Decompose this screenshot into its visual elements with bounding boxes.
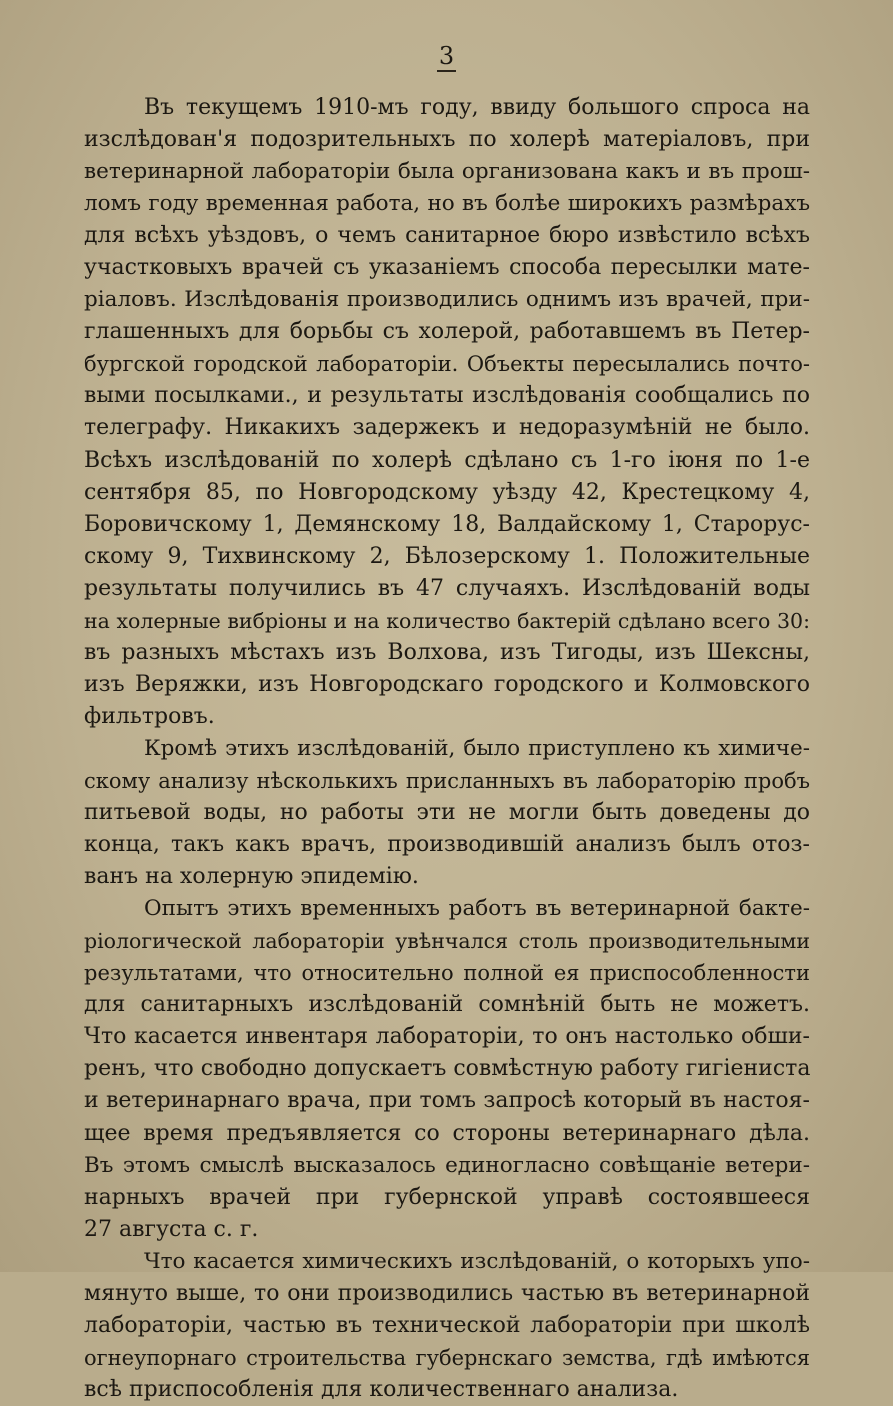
text-line: Опытъ этихъ временныхъ работъ въ ветеринарной бакте- bbox=[144, 896, 810, 922]
text-line: въ разныхъ мѣстахъ изъ Волхова, изъ Тигоды, изъ Шексны, bbox=[84, 639, 810, 665]
text-line: глашенныхъ для борьбы съ холерой, работавшемъ въ Петер- bbox=[84, 319, 810, 345]
text-line: 27 августа с. г. bbox=[84, 1216, 259, 1242]
text-line: Всѣхъ изслѣдованій по холерѣ сдѣлано съ 1-го іюня по 1-е bbox=[84, 447, 810, 473]
text-line: телеграфу. Никакихъ задержекъ и недоразумѣній не было. bbox=[84, 415, 810, 441]
text-line: изъ Веряжки, изъ Новгородскаго городского и Колмовского bbox=[84, 671, 810, 697]
text-line: фильтровъ. bbox=[84, 703, 215, 729]
text-line: огнеупорнаго строительства губернскаго земства, гдѣ имѣются bbox=[84, 1345, 810, 1370]
text-line: ріаловъ. Изслѣдованія производились однимъ изъ врачей, при- bbox=[84, 287, 810, 313]
paragraph bbox=[84, 1246, 810, 1406]
text-line: щее время предъявляется со стороны ветеринарнаго дѣла. bbox=[84, 1120, 810, 1146]
text-line: ріологической лабораторіи увѣнчался столь производительными bbox=[84, 929, 810, 954]
body-text bbox=[84, 92, 810, 1406]
text-line: для всѣхъ уѣздовъ, о чемъ санитарное бюро извѣстило всѣхъ bbox=[84, 223, 810, 249]
text-line: Въ текущемъ 1910-мъ году, ввиду большого спроса на bbox=[144, 95, 810, 120]
text-line: результатами, что относительно полной ея приспособленности bbox=[84, 961, 810, 986]
text-line: для санитарныхъ изслѣдованій сомнѣній быть не можетъ. bbox=[84, 992, 810, 1018]
text-line: всѣ приспособленія для количественнаго анализа. bbox=[84, 1376, 679, 1402]
text-line: Что касается химическихъ изслѣдованій, о которыхъ упо- bbox=[144, 1248, 810, 1274]
text-line: ломъ году временная работа, но въ болѣе широкихъ размѣрахъ bbox=[84, 191, 810, 217]
text-line: на холерные вибріоны и на количество бактерій сдѣлано всего 30: bbox=[84, 608, 810, 633]
text-line: скому анализу нѣсколькихъ присланныхъ въ лабораторію пробъ bbox=[84, 768, 810, 793]
text-line: изслѣдован'я подозрительныхъ по холерѣ матеріаловъ, при bbox=[84, 127, 810, 153]
text-line: сентября 85, по Новгородскому уѣзду 42, Крестецкому 4, bbox=[84, 479, 810, 505]
text-line: питьевой воды, но работы эти не могли быть доведены до bbox=[84, 800, 810, 826]
text-line: Въ этомъ смыслѣ высказалось единогласно совѣщаніе ветери- bbox=[84, 1152, 810, 1178]
text-line: бургской городской лабораторіи. Объекты пересылались почто- bbox=[84, 352, 810, 377]
paragraph bbox=[84, 92, 810, 733]
text-line: мянуто выше, то они производились частью въ ветеринарной bbox=[84, 1280, 810, 1306]
text-line: ветеринарной лабораторіи была организована какъ и въ прош- bbox=[84, 159, 810, 185]
text-line: ренъ, что свободно допускаетъ совмѣстную работу гигіениста bbox=[84, 1056, 810, 1082]
text-line: Что касается инвентаря лабораторіи, то онъ настолько обши- bbox=[84, 1024, 810, 1050]
paragraph bbox=[84, 893, 810, 1246]
text-line: нарныхъ врачей при губернской управѣ состоявшееся bbox=[84, 1184, 810, 1210]
text-line: результаты получились въ 47 случаяхъ. Изслѣдованій воды bbox=[84, 575, 810, 601]
text-line: Боровичскому 1, Демянскому 18, Валдайскому 1, Старорус- bbox=[84, 511, 810, 537]
text-line: Кромѣ этихъ изслѣдованій, было приступлено къ химиче- bbox=[144, 735, 810, 761]
text-line: участковыхъ врачей съ указаніемъ способа пересылки мате- bbox=[84, 255, 810, 281]
page-number: 3 bbox=[438, 42, 455, 70]
text-line: лабораторіи, частью въ технической лабораторіи при школѣ bbox=[84, 1312, 810, 1338]
text-line: и ветеринарнаго врача, при томъ запросѣ который въ настоя- bbox=[84, 1088, 810, 1114]
paragraph bbox=[84, 733, 810, 893]
text-line: скому 9, Тихвинскому 2, Бѣлозерскому 1. Положительные bbox=[84, 543, 810, 569]
text-line: ванъ на холерную эпидемію. bbox=[84, 864, 419, 890]
text-line: выми посылками., и результаты изслѣдованія сообщались по bbox=[84, 383, 810, 409]
text-line: конца, такъ какъ врачъ, производившій анализъ былъ отоз- bbox=[84, 832, 810, 858]
